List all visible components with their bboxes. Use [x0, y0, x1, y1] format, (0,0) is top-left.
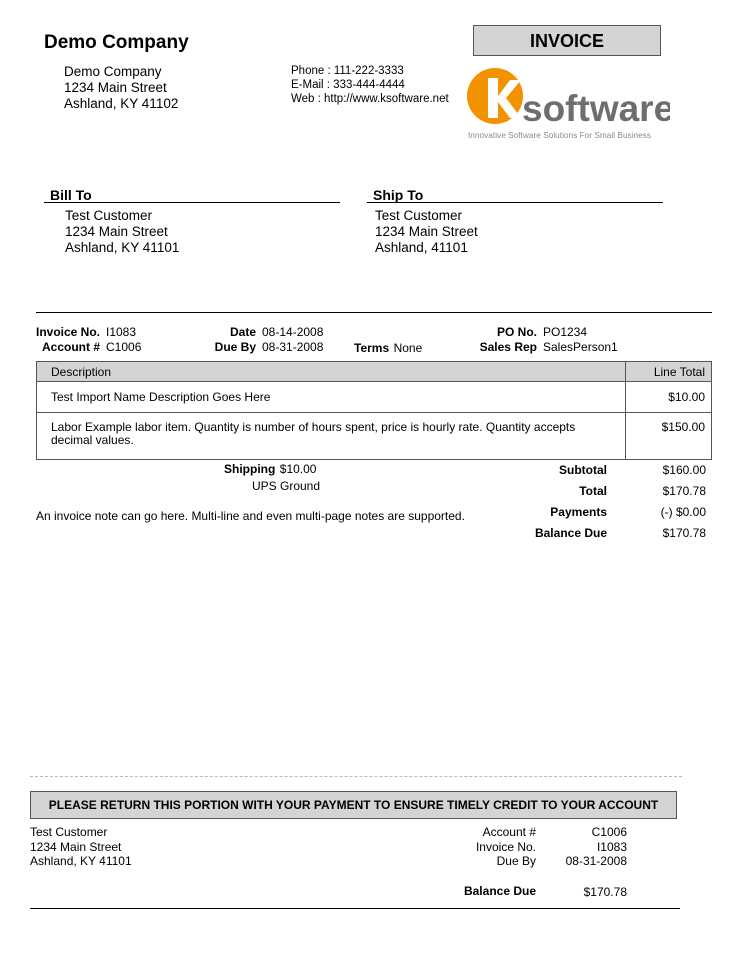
company-address-line: 1234 Main Street: [64, 80, 167, 95]
company-web: Web : http://www.ksoftware.net: [291, 93, 449, 105]
remit-bottom-rule: [30, 908, 680, 909]
row-description: Test Import Name Description Goes Here: [37, 382, 626, 413]
invoice-note: An invoice note can go here. Multi-line and even multi-page notes are supported.: [36, 509, 465, 523]
bill-to-line: Test Customer: [65, 208, 153, 223]
company-address-line: Ashland, KY 41102: [64, 96, 179, 111]
shipping-method: UPS Ground: [252, 479, 321, 493]
remit-account-label: Account #: [482, 825, 536, 839]
sales-rep-label: Sales Rep: [479, 340, 537, 354]
company-address: [64, 64, 178, 112]
remit-values: [550, 825, 627, 869]
meta-labels-col3: [460, 325, 537, 355]
terms-value: None: [393, 341, 423, 355]
logo-wordmark: software: [522, 88, 670, 129]
payments-label: Payments: [550, 505, 607, 519]
remit-due-value: 08-31-2008: [565, 854, 627, 868]
row-line-total: $10.00: [626, 382, 712, 413]
ship-to-line: Ashland, 41101: [375, 240, 468, 255]
shipping-amount: $10.00: [279, 462, 317, 476]
bill-to-line: 1234 Main Street: [65, 224, 168, 239]
account-label: Account #: [41, 340, 100, 354]
ship-to-heading: Ship To: [373, 187, 424, 203]
po-value: PO1234: [543, 325, 588, 339]
subtotal-value: $160.00: [662, 463, 706, 477]
due-by-label: Due By: [214, 340, 256, 354]
line-items-table: [36, 361, 712, 460]
invoice-no-label: Invoice No.: [35, 325, 100, 339]
company-name: Demo Company: [44, 32, 189, 53]
terms-label: Terms: [354, 341, 390, 355]
remit-balance-value: $170.78: [583, 885, 627, 899]
meta-values-col2: [262, 325, 323, 355]
terms: [354, 340, 422, 356]
logo-tagline: Innovative Software Solutions For Small Business: [468, 130, 652, 140]
remit-customer-address: [30, 825, 132, 869]
shipping: [224, 460, 316, 478]
date-value: 08-14-2008: [262, 325, 324, 339]
cut-line: [30, 776, 682, 777]
subtotal-label: Subtotal: [559, 463, 607, 477]
ksoftware-logo-icon: [466, 66, 670, 142]
invoice-title: INVOICE: [473, 25, 661, 56]
bill-to-address: [65, 208, 179, 256]
totals-labels: [480, 460, 607, 544]
remit-labels: [440, 825, 536, 869]
remit-invoice-value: I1083: [596, 839, 627, 854]
account-value: C1006: [106, 340, 142, 354]
remit-balance-label: Balance Due: [463, 884, 536, 898]
due-by-value: 08-31-2008: [262, 340, 324, 354]
shipping-label: Shipping: [224, 462, 276, 476]
bill-to-heading: Bill To: [50, 187, 92, 203]
table-row: [37, 382, 712, 413]
ship-to-rule: [367, 202, 663, 203]
meta-values-col1: [106, 325, 141, 355]
description-header: Description: [37, 362, 626, 382]
remit-account-value: C1006: [591, 825, 627, 839]
table-row: [37, 413, 712, 460]
row-line-total: $150.00: [626, 413, 712, 460]
company-logo: [466, 66, 670, 142]
remit-customer-line: Ashland, KY 41101: [30, 854, 132, 868]
balance-due-value: $170.78: [662, 526, 706, 540]
total-value: $170.78: [662, 484, 706, 498]
balance-due-label: Balance Due: [534, 526, 607, 540]
company-phone: Phone : 111-222-3333: [291, 65, 404, 77]
sales-rep-value: SalesPerson1: [543, 340, 618, 354]
table-header-row: [37, 362, 712, 382]
remit-banner: PLEASE RETURN THIS PORTION WITH YOUR PAYMENT TO ENSURE TIMELY CREDIT TO YOUR ACCOUNT: [30, 791, 677, 819]
meta-values-col3: [543, 325, 618, 355]
meta-labels-col2: [195, 325, 256, 355]
company-email: E-Mail : 333-444-4444: [291, 79, 405, 91]
ship-to-address: [375, 208, 478, 256]
total-label: Total: [579, 484, 607, 498]
remit-invoice-label: Invoice No.: [475, 839, 536, 854]
invoice-no-value: I1083: [106, 325, 137, 339]
totals-values: [620, 460, 706, 544]
payments-value: (-) $0.00: [660, 505, 706, 519]
meta-top-rule: [36, 312, 712, 313]
meta-labels-col1: [35, 325, 100, 355]
po-label: PO No.: [496, 325, 537, 339]
remit-due-label: Due By: [496, 854, 536, 868]
line-total-header: Line Total: [626, 362, 712, 382]
date-label: Date: [229, 325, 256, 339]
remit-customer-line: Test Customer: [30, 825, 108, 839]
company-address-line: Demo Company: [64, 64, 162, 79]
ship-to-line: Test Customer: [375, 208, 463, 223]
row-description: Labor Example labor item. Quantity is number of hours spent, price is hourly rate. Quantity accepts decimal values.: [37, 413, 626, 460]
remit-customer-line: 1234 Main Street: [30, 839, 122, 854]
ship-to-line: 1234 Main Street: [375, 224, 478, 239]
company-contact: [291, 64, 449, 106]
bill-to-rule: [44, 202, 340, 203]
bill-to-line: Ashland, KY 41101: [65, 240, 180, 255]
